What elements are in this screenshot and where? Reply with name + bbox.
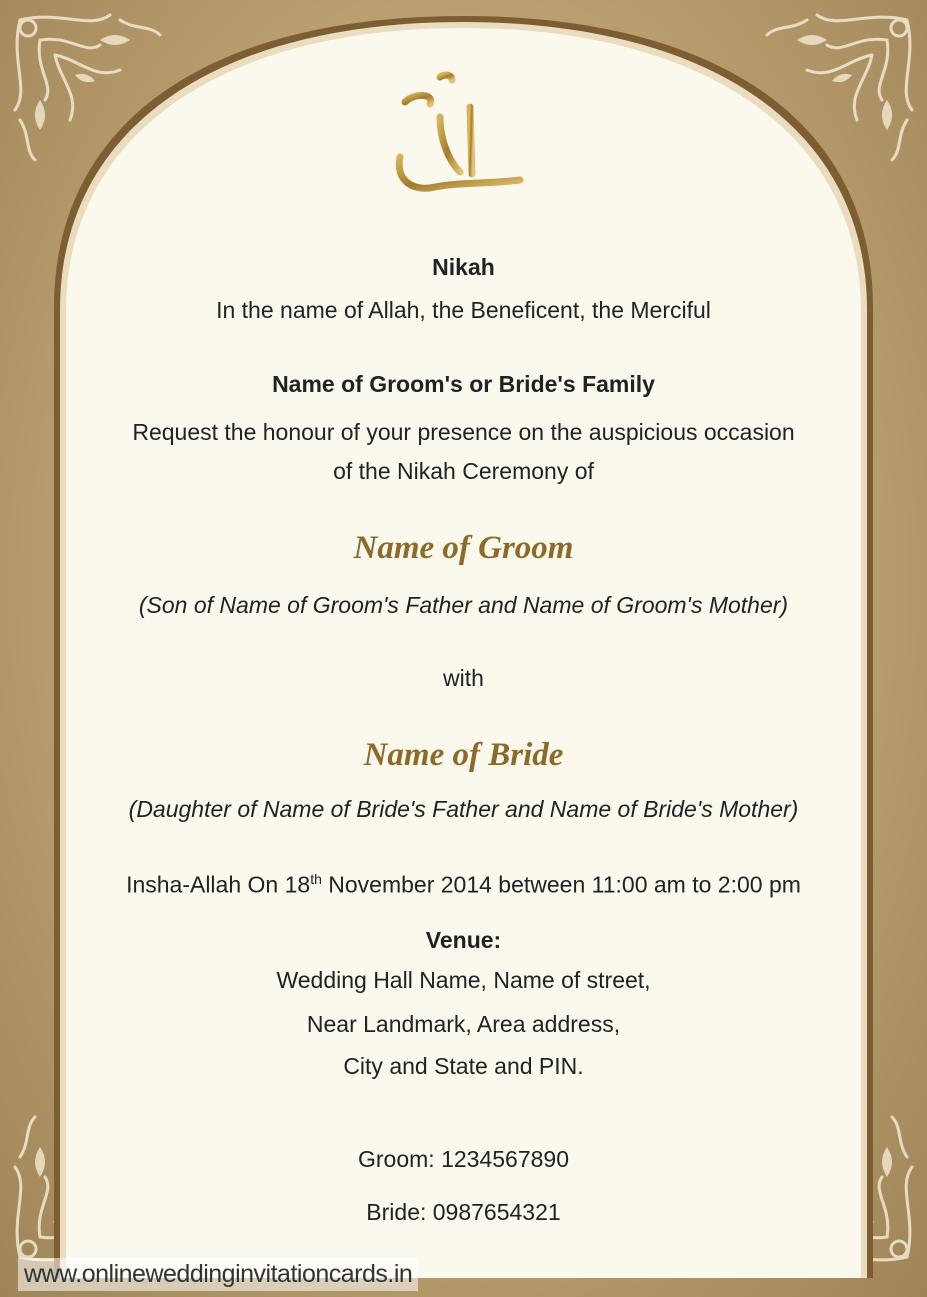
date-suffix: November 2014 between 11:00 am to 2:00 pm	[321, 871, 801, 898]
ceremony-title: Nikah	[432, 254, 495, 280]
bride-name: Name of Bride	[363, 737, 564, 773]
bride-parents: (Daughter of Name of Bride's Father and Name of Bride's Mother)	[128, 796, 799, 822]
request-line-1: Request the honour of your presence on the auspicious occasion	[132, 419, 795, 445]
groom-parents: (Son of Name of Groom's Father and Name of Groom's Mother)	[138, 592, 789, 618]
request-line-2: of the Nikah Ceremony of	[333, 458, 594, 484]
blessing-text: In the name of Allah, the Beneficent, the Merciful	[216, 297, 711, 323]
groom-contact: Groom: 1234567890	[358, 1146, 569, 1172]
host-family: Name of Groom's or Bride's Family	[272, 371, 655, 397]
date-prefix: Insha-Allah On 18	[126, 871, 311, 898]
bride-contact: Bride: 0987654321	[366, 1199, 561, 1225]
venue-line-3: City and State and PIN.	[343, 1053, 584, 1079]
allah-calligraphy-icon	[380, 62, 550, 212]
event-date	[30, 871, 897, 899]
website-watermark: www.onlineweddinginvitationcards.in	[18, 1258, 418, 1291]
venue-label: Venue:	[425, 927, 502, 953]
groom-name: Name of Groom	[353, 530, 574, 566]
venue-line-2: Near Landmark, Area address,	[306, 1011, 621, 1037]
venue-line-1: Wedding Hall Name, Name of street,	[276, 967, 651, 993]
date-superscript: th	[310, 871, 322, 887]
connector-text: with	[443, 665, 484, 691]
invitation-content	[30, 0, 897, 1297]
